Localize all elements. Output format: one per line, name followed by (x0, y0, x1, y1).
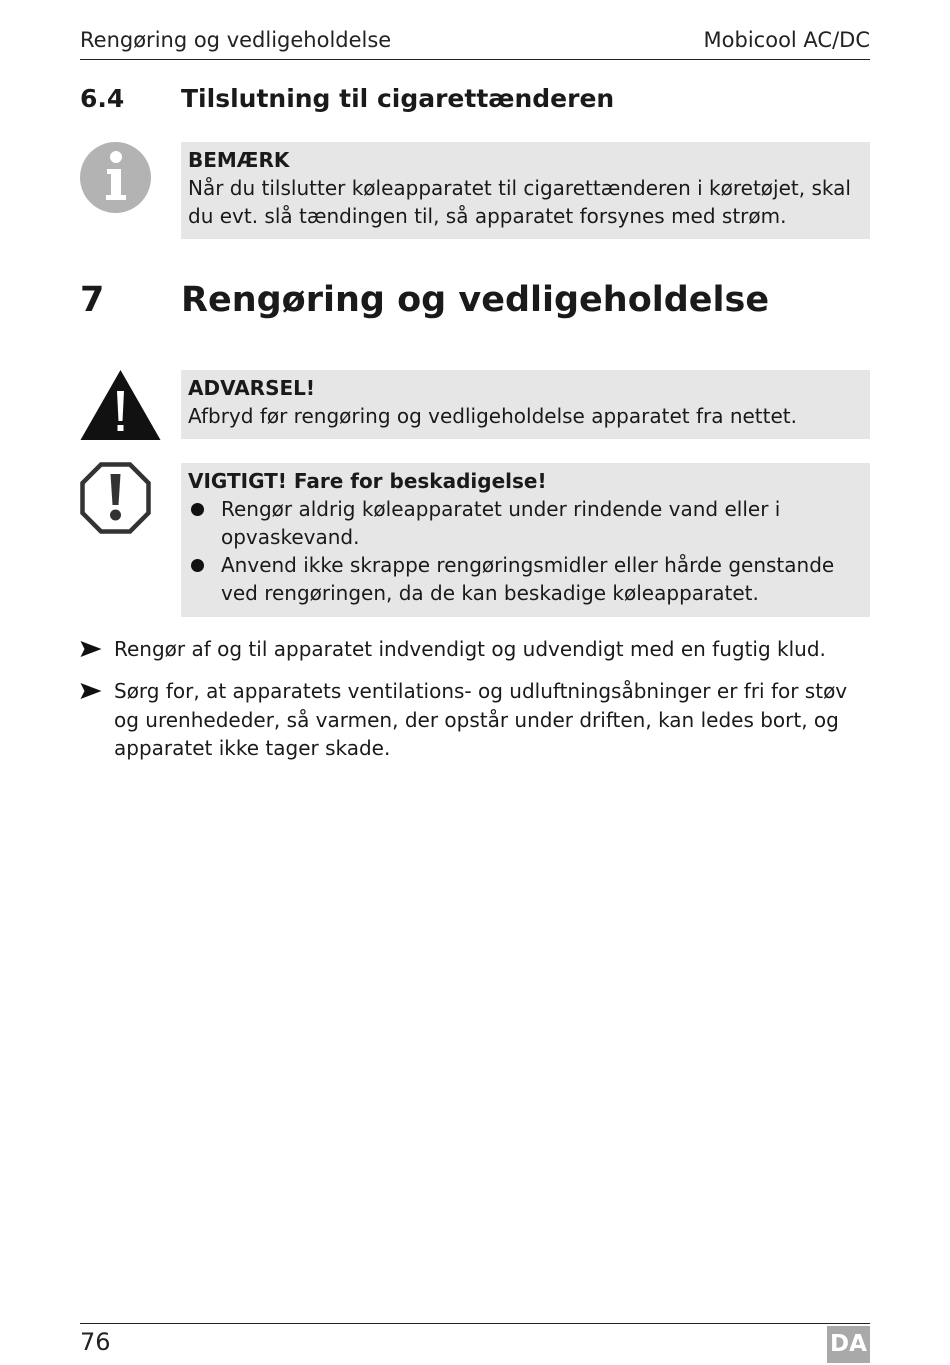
bullet-dot-icon (191, 559, 204, 572)
instruction-step-text: Sørg for, at apparatets ventilations- og udluftningsåbninger er fri for støv og urenhededer, så varmen, der opstår under driften, kan ledes bort, og apparatet ikke tager skade. (114, 679, 848, 760)
arrow-right-icon (80, 635, 102, 663)
important-item (188, 495, 862, 551)
info-icon (80, 142, 151, 213)
important-item-text: Rengør aldrig køleapparatet under rindende vand eller i opvaskevand. (221, 497, 781, 549)
note-text: Når du tilslutter køleapparatet til cigarettænderen i køretøjet, skal du evt. slå tændingen til, så apparatet forsynes med strøm. (188, 176, 851, 228)
section-7-title: Rengøring og vedligeholdelse (181, 280, 770, 320)
footer-divider (80, 1323, 870, 1324)
warning-title: ADVARSEL! (188, 376, 316, 400)
important-item (188, 551, 862, 607)
important-item-text: Anvend ikke skrappe rengøringsmidler eller hårde genstande ved rengøringen, da de kan beskadige køleapparatet. (221, 553, 835, 605)
warning-text: Afbryd før rengøring og vedligeholdelse apparatet fra nettet. (188, 404, 797, 428)
note-box (181, 142, 870, 239)
important-list (188, 495, 862, 607)
bullet-dot-icon (191, 503, 204, 516)
instruction-step (80, 635, 870, 664)
arrow-right-icon (80, 677, 102, 705)
header-section-title: Rengøring og vedligeholdelse (80, 28, 392, 52)
section-6-4-number: 6.4 (80, 84, 125, 113)
important-title: VIGTIGT! Fare for beskadigelse! (188, 469, 547, 493)
header-product-name: Mobicool AC/DC (703, 28, 870, 52)
section-6-4-title: Tilslutning til cigarettænderen (181, 84, 615, 113)
note-title: BEMÆRK (188, 148, 290, 172)
header-divider (80, 59, 870, 60)
warning-triangle-icon (80, 369, 161, 441)
instruction-step (80, 677, 870, 763)
language-badge: DA (827, 1326, 870, 1363)
warning-box (181, 370, 870, 439)
instruction-step-text: Rengør af og til apparatet indvendigt og udvendigt med en fugtig klud. (114, 637, 826, 661)
section-7-number: 7 (80, 280, 105, 320)
important-octagon-icon (80, 462, 151, 534)
important-box (181, 463, 870, 617)
page-number: 76 (80, 1328, 111, 1356)
